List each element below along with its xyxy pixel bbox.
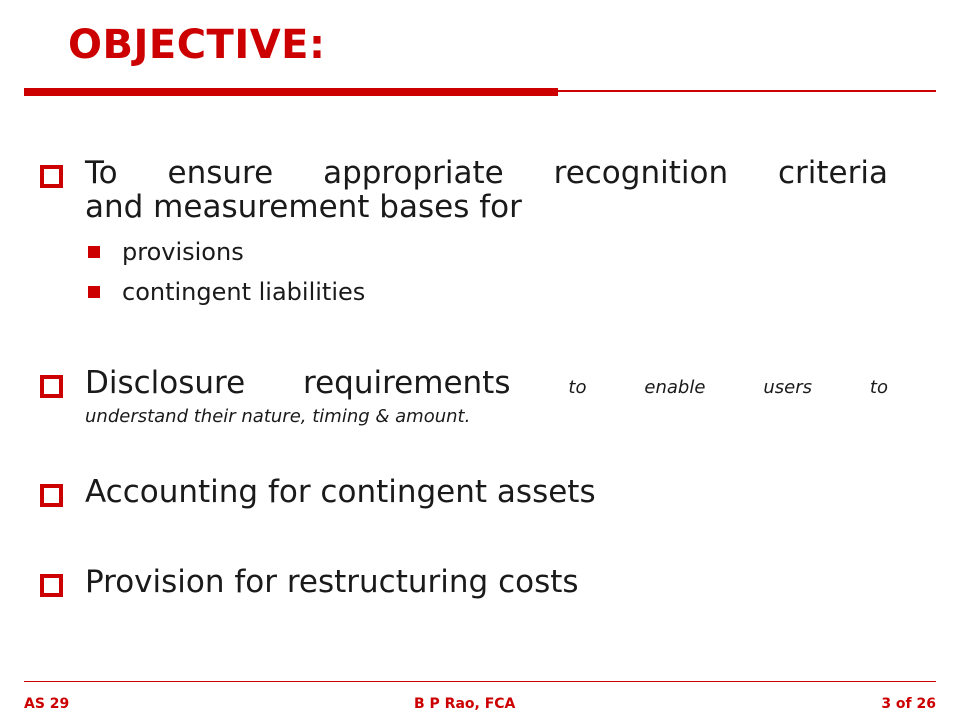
footer-center: B P Rao, FCA	[414, 696, 516, 712]
hollow-square-bullet-icon	[40, 165, 63, 188]
bullet-line: Disclosure requirements to enable users to	[85, 365, 888, 401]
title-underline-thick	[24, 88, 558, 96]
sub-bullet-item: provisions	[88, 232, 888, 272]
bullet-line: and measurement bases for	[85, 189, 522, 225]
bullet-list	[40, 156, 888, 599]
footer-left: AS 29	[24, 696, 70, 712]
solid-square-bullet-icon	[88, 286, 100, 298]
slide-title: OBJECTIVE:	[68, 22, 326, 68]
sub-bullet-item: contingent liabilities	[88, 272, 888, 312]
footer-divider	[24, 681, 936, 682]
bullet-line: To ensure appropriate recognition criteria	[85, 155, 888, 191]
bullet-line: understand their nature, timing & amount.	[85, 406, 471, 427]
footer-page-number: 3 of 26	[881, 696, 936, 712]
solid-square-bullet-icon	[88, 246, 100, 258]
hollow-square-bullet-icon	[40, 484, 63, 507]
title-underline-thin	[558, 90, 936, 92]
hollow-square-bullet-icon	[40, 574, 63, 597]
hollow-square-bullet-icon	[40, 375, 63, 398]
bullet-item	[40, 156, 888, 224]
bullet-item	[40, 366, 888, 429]
bullet-item: Accounting for contingent assets	[40, 475, 888, 509]
bullet-item: Provision for restructuring costs	[40, 565, 888, 599]
